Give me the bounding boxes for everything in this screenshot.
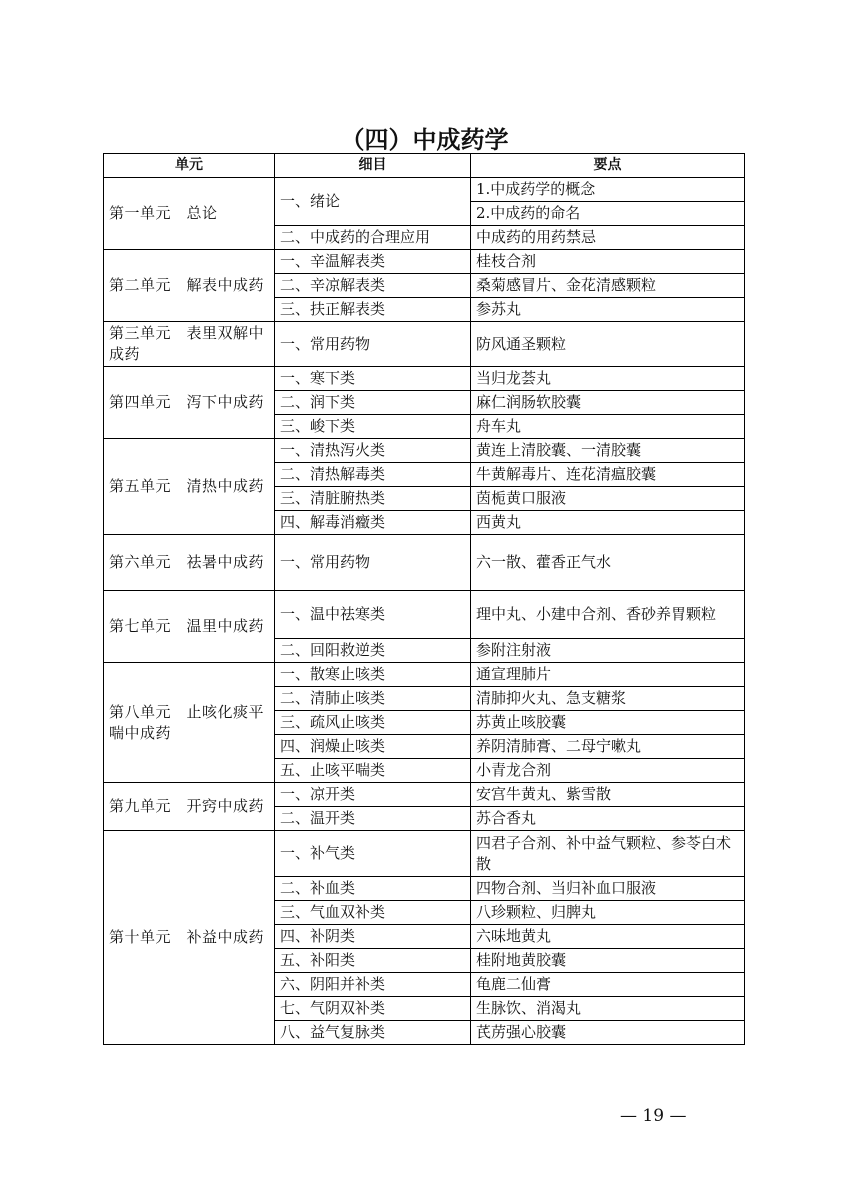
detail-cell: 三、峻下类 <box>275 415 471 439</box>
unit-cell: 第五单元 清热中成药 <box>104 439 275 535</box>
unit-cell: 第九单元 开窍中成药 <box>104 783 275 831</box>
point-cell: 芪苈强心胶囊 <box>471 1021 745 1045</box>
point-cell: 苏黄止咳胶囊 <box>471 711 745 735</box>
table-row <box>104 178 745 202</box>
detail-cell: 一、辛温解表类 <box>275 250 471 274</box>
detail-cell: 二、中成药的合理应用 <box>275 226 471 250</box>
detail-cell: 二、润下类 <box>275 391 471 415</box>
unit-cell: 第二单元 解表中成药 <box>104 250 275 322</box>
table-row <box>104 831 745 877</box>
point-cell: 四物合剂、当归补血口服液 <box>471 877 745 901</box>
detail-cell: 八、益气复脉类 <box>275 1021 471 1045</box>
point-cell: 安宫牛黄丸、紫雪散 <box>471 783 745 807</box>
point-cell: 通宣理肺片 <box>471 663 745 687</box>
detail-cell: 一、补气类 <box>275 831 471 877</box>
unit-cell: 第四单元 泻下中成药 <box>104 367 275 439</box>
detail-cell: 二、回阳救逆类 <box>275 639 471 663</box>
point-cell: 牛黄解毒片、连花清瘟胶囊 <box>471 463 745 487</box>
unit-cell: 第十单元 补益中成药 <box>104 831 275 1045</box>
point-cell: 参苏丸 <box>471 298 745 322</box>
table-body <box>104 178 745 1045</box>
detail-cell: 二、清肺止咳类 <box>275 687 471 711</box>
point-cell: 2.中成药的命名 <box>471 202 745 226</box>
point-cell: 生脉饮、消渴丸 <box>471 997 745 1021</box>
point-cell: 清肺抑火丸、急支糖浆 <box>471 687 745 711</box>
table-row <box>104 535 745 591</box>
point-cell: 八珍颗粒、归脾丸 <box>471 901 745 925</box>
detail-cell: 五、补阳类 <box>275 949 471 973</box>
point-cell: 中成药的用药禁忌 <box>471 226 745 250</box>
point-cell: 理中丸、小建中合剂、香砂养胃颗粒 <box>471 591 745 639</box>
unit-cell: 第三单元 表里双解中成药 <box>104 322 275 367</box>
detail-cell: 四、解毒消癥类 <box>275 511 471 535</box>
detail-cell: 一、寒下类 <box>275 367 471 391</box>
section-title: （四）中成药学 <box>340 126 509 154</box>
table-row <box>104 250 745 274</box>
point-cell: 桂附地黄胶囊 <box>471 949 745 973</box>
detail-cell: 一、常用药物 <box>275 322 471 367</box>
point-cell: 茵栀黄口服液 <box>471 487 745 511</box>
detail-cell: 四、润燥止咳类 <box>275 735 471 759</box>
detail-cell: 一、散寒止咳类 <box>275 663 471 687</box>
header-detail: 细目 <box>275 154 471 178</box>
detail-cell: 二、辛凉解表类 <box>275 274 471 298</box>
detail-cell: 三、气血双补类 <box>275 901 471 925</box>
point-cell: 桑菊感冒片、金花清感颗粒 <box>471 274 745 298</box>
point-cell: 当归龙荟丸 <box>471 367 745 391</box>
table-row <box>104 591 745 639</box>
point-cell: 舟车丸 <box>471 415 745 439</box>
detail-cell: 一、清热泻火类 <box>275 439 471 463</box>
point-cell: 养阴清肺膏、二母宁嗽丸 <box>471 735 745 759</box>
table-row <box>104 322 745 367</box>
detail-cell: 五、止咳平喘类 <box>275 759 471 783</box>
table-row <box>104 439 745 463</box>
point-cell: 四君子合剂、补中益气颗粒、参苓白术散 <box>471 831 745 877</box>
unit-cell: 第八单元 止咳化痰平喘中成药 <box>104 663 275 783</box>
unit-cell: 第一单元 总论 <box>104 178 275 250</box>
page-number: — 19 — <box>620 1106 687 1126</box>
table-header-row <box>104 154 745 178</box>
detail-cell: 一、绪论 <box>275 178 471 226</box>
header-point: 要点 <box>471 154 745 178</box>
point-cell: 小青龙合剂 <box>471 759 745 783</box>
point-cell: 参附注射液 <box>471 639 745 663</box>
detail-cell: 四、补阴类 <box>275 925 471 949</box>
point-cell: 西黄丸 <box>471 511 745 535</box>
detail-cell: 三、扶正解表类 <box>275 298 471 322</box>
table-row <box>104 367 745 391</box>
point-cell: 六味地黄丸 <box>471 925 745 949</box>
detail-cell: 一、凉开类 <box>275 783 471 807</box>
point-cell: 麻仁润肠软胶囊 <box>471 391 745 415</box>
detail-cell: 二、补血类 <box>275 877 471 901</box>
detail-cell: 一、常用药物 <box>275 535 471 591</box>
point-cell: 1.中成药学的概念 <box>471 178 745 202</box>
syllabus-table <box>103 153 745 1045</box>
table-row <box>104 783 745 807</box>
point-cell: 苏合香丸 <box>471 807 745 831</box>
point-cell: 黄连上清胶囊、一清胶囊 <box>471 439 745 463</box>
detail-cell: 三、清脏腑热类 <box>275 487 471 511</box>
detail-cell: 三、疏风止咳类 <box>275 711 471 735</box>
detail-cell: 二、温开类 <box>275 807 471 831</box>
header-unit: 单元 <box>104 154 275 178</box>
detail-cell: 一、温中祛寒类 <box>275 591 471 639</box>
table-row <box>104 663 745 687</box>
point-cell: 桂枝合剂 <box>471 250 745 274</box>
point-cell: 防风通圣颗粒 <box>471 322 745 367</box>
unit-cell: 第六单元 祛暑中成药 <box>104 535 275 591</box>
detail-cell: 六、阴阳并补类 <box>275 973 471 997</box>
detail-cell: 七、气阴双补类 <box>275 997 471 1021</box>
unit-cell: 第七单元 温里中成药 <box>104 591 275 663</box>
point-cell: 六一散、藿香正气水 <box>471 535 745 591</box>
point-cell: 龟鹿二仙膏 <box>471 973 745 997</box>
detail-cell: 二、清热解毒类 <box>275 463 471 487</box>
